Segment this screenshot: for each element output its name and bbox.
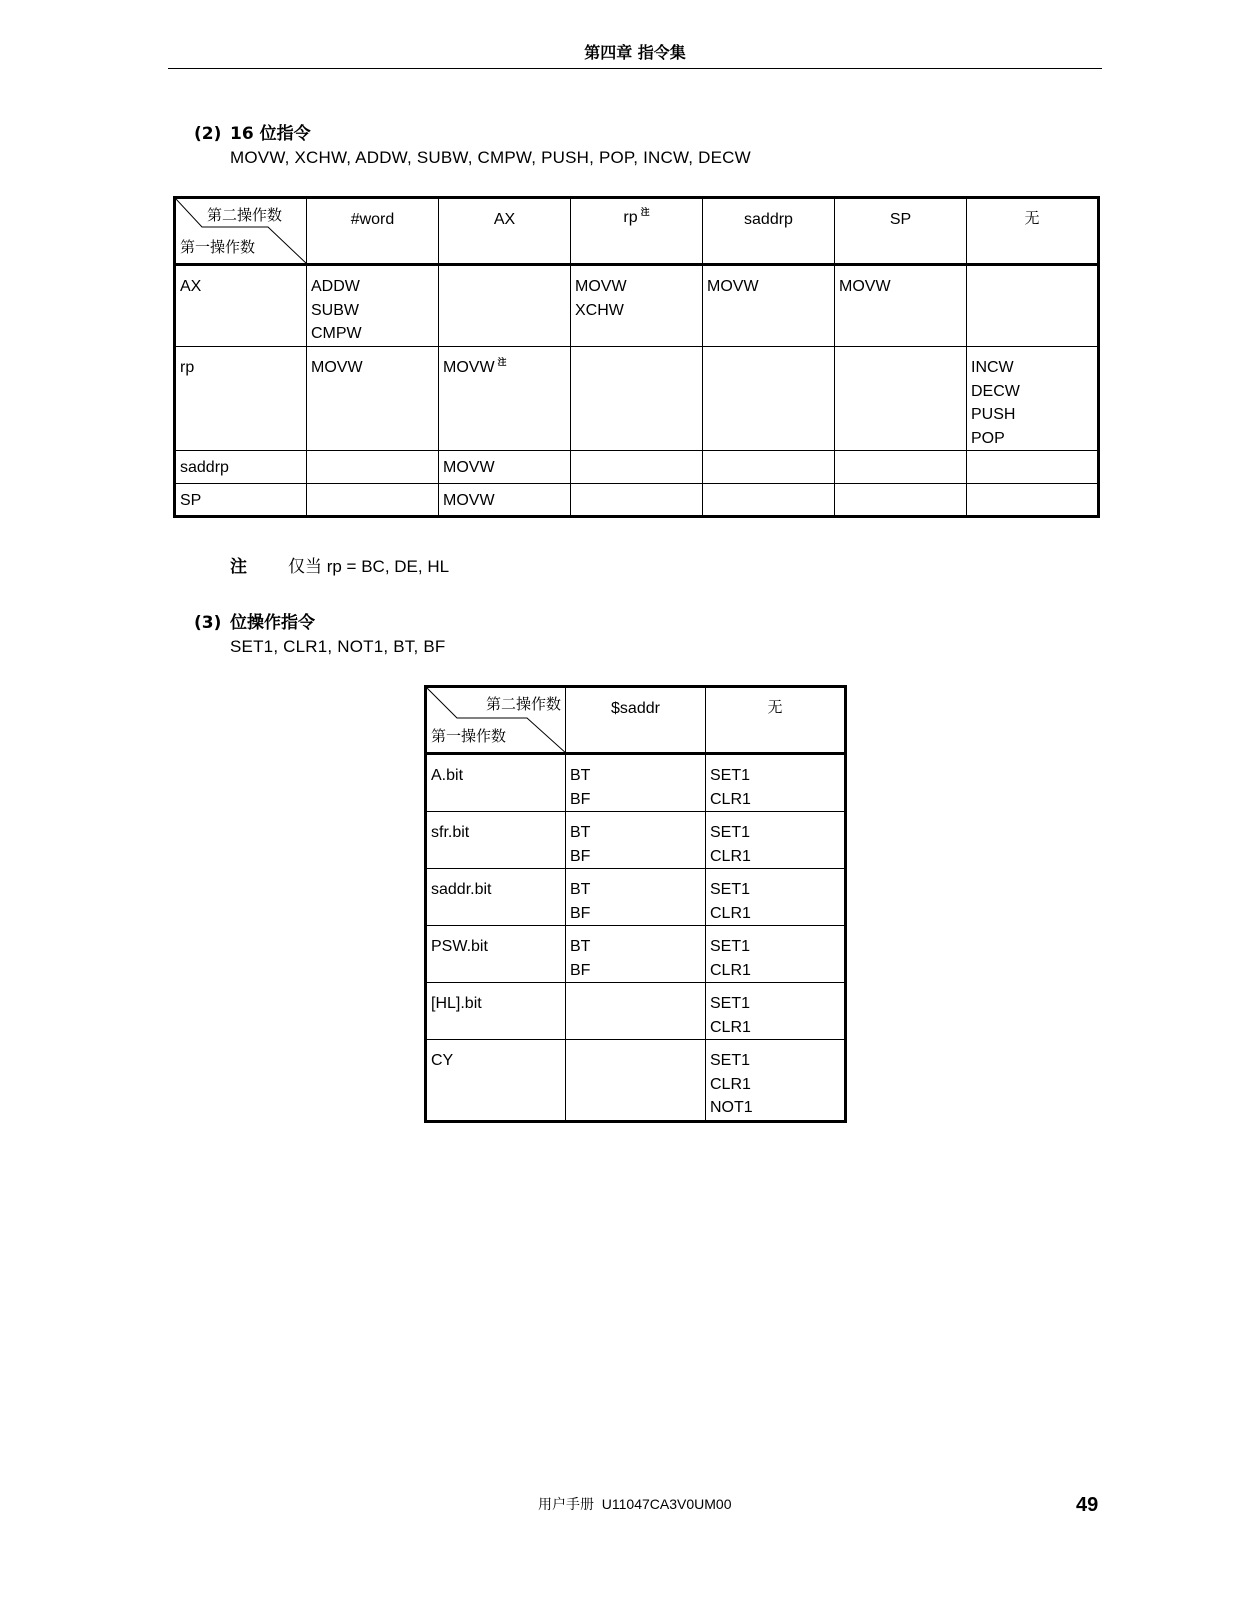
- table-note: [230, 552, 449, 577]
- table-cell: [967, 451, 1099, 484]
- table-cell: [967, 484, 1099, 517]
- table-cell: [571, 347, 703, 451]
- table-header-row: [175, 198, 1099, 265]
- table-cell: INCW DECW PUSH POP: [967, 347, 1099, 451]
- second-operand-label: 第二操作数: [206, 206, 282, 224]
- table-16bit-instructions: [173, 196, 1100, 518]
- table-cell: MOVW: [439, 451, 571, 484]
- section-3-title: 位操作指令: [230, 613, 315, 633]
- table-cell: MOVW XCHW: [571, 265, 703, 347]
- table-row: [426, 869, 846, 926]
- corner-cell: [426, 687, 566, 754]
- table-bit-instructions: [424, 685, 847, 1123]
- table-cell: [703, 484, 835, 517]
- corner-cell: [175, 198, 307, 265]
- col-header-rp: rp $^注$: [571, 198, 703, 265]
- section-2-title: 16 位指令: [230, 124, 311, 144]
- note-label: 注: [230, 557, 247, 577]
- table-cell: MOVW: [835, 265, 967, 347]
- footer-manual-label: 用户手册: [538, 1497, 594, 1513]
- table-cell: [307, 451, 439, 484]
- section-3-instruction-list: SET1, CLR1, NOT1, BT, BF: [230, 637, 446, 656]
- table-cell: BT BF: [566, 754, 706, 812]
- table-cell: SET1 CLR1: [706, 754, 846, 812]
- table-cell: [566, 983, 706, 1040]
- table-cell: BT BF: [566, 812, 706, 869]
- section-2-instruction-list: MOVW, XCHW, ADDW, SUBW, CMPW, PUSH, POP, INCW, DECW: [230, 148, 751, 167]
- table-cell: MOVW: [307, 347, 439, 451]
- table-cell: BT BF: [566, 869, 706, 926]
- table-cell: [566, 1040, 706, 1122]
- row-label: A.bit: [426, 754, 566, 812]
- chapter-title: 第四章 指令集: [584, 43, 686, 62]
- col-header-none: 无: [967, 198, 1099, 265]
- second-operand-label: 第二操作数: [485, 695, 561, 713]
- table-cell: BT BF: [566, 926, 706, 983]
- row-label: saddrp: [175, 451, 307, 484]
- col-header-saddrp: saddrp: [703, 198, 835, 265]
- note-text-zh: 仅当: [288, 557, 322, 577]
- section-2-number: (2): [194, 124, 222, 144]
- table-row: [426, 983, 846, 1040]
- page-number: 49: [1076, 1494, 1099, 1516]
- table-cell: [703, 451, 835, 484]
- table-header-row: [426, 687, 846, 754]
- table-cell: SET1 CLR1: [706, 983, 846, 1040]
- note-mark: 注: [497, 358, 507, 368]
- row-label: CY: [426, 1040, 566, 1122]
- row-label: [HL].bit: [426, 983, 566, 1040]
- col-header-sp: SP: [835, 198, 967, 265]
- footer-doc-code: U11047CA3V0UM00: [601, 1496, 732, 1512]
- table-row: [426, 812, 846, 869]
- row-label: AX: [175, 265, 307, 347]
- note-mark: 注: [640, 208, 650, 218]
- table-cell: MOVW $^注$: [439, 347, 571, 451]
- table-cell: [571, 484, 703, 517]
- table-row: [175, 451, 1099, 484]
- section-3-heading: [194, 608, 315, 633]
- first-operand-label: 第一操作数: [180, 238, 256, 256]
- table-cell: [835, 347, 967, 451]
- table-cell: [703, 347, 835, 451]
- table-cell: [307, 484, 439, 517]
- table-cell: [967, 265, 1099, 347]
- table-cell: [835, 451, 967, 484]
- table-row: [175, 347, 1099, 451]
- col-header-ax: AX: [439, 198, 571, 265]
- table-row: [175, 484, 1099, 517]
- table-cell: SET1 CLR1 NOT1: [706, 1040, 846, 1122]
- row-label: saddr.bit: [426, 869, 566, 926]
- table-cell: MOVW: [439, 484, 571, 517]
- footer-doc-reference: [538, 1494, 732, 1514]
- table-row: [426, 1040, 846, 1122]
- table-row: [175, 265, 1099, 347]
- table-cell: SET1 CLR1: [706, 812, 846, 869]
- table-cell: MOVW: [703, 265, 835, 347]
- table-cell: [571, 451, 703, 484]
- table-cell: [439, 265, 571, 347]
- table-row: [426, 754, 846, 812]
- row-label: sfr.bit: [426, 812, 566, 869]
- col-header-word: #word: [307, 198, 439, 265]
- table-cell: ADDW SUBW CMPW: [307, 265, 439, 347]
- row-label: SP: [175, 484, 307, 517]
- table-cell: SET1 CLR1: [706, 926, 846, 983]
- note-text: rp = BC, DE, HL: [322, 557, 450, 576]
- section-3-number: (3): [194, 613, 222, 633]
- col-header-saddr: $saddr: [566, 687, 706, 754]
- table-cell: [835, 484, 967, 517]
- row-label: rp: [175, 347, 307, 451]
- row-label: PSW.bit: [426, 926, 566, 983]
- section-2-heading: [194, 119, 311, 144]
- header-rule: [168, 68, 1102, 69]
- first-operand-label: 第一操作数: [431, 727, 507, 745]
- col-header-none: 无: [706, 687, 846, 754]
- table-row: [426, 926, 846, 983]
- table-cell: SET1 CLR1: [706, 869, 846, 926]
